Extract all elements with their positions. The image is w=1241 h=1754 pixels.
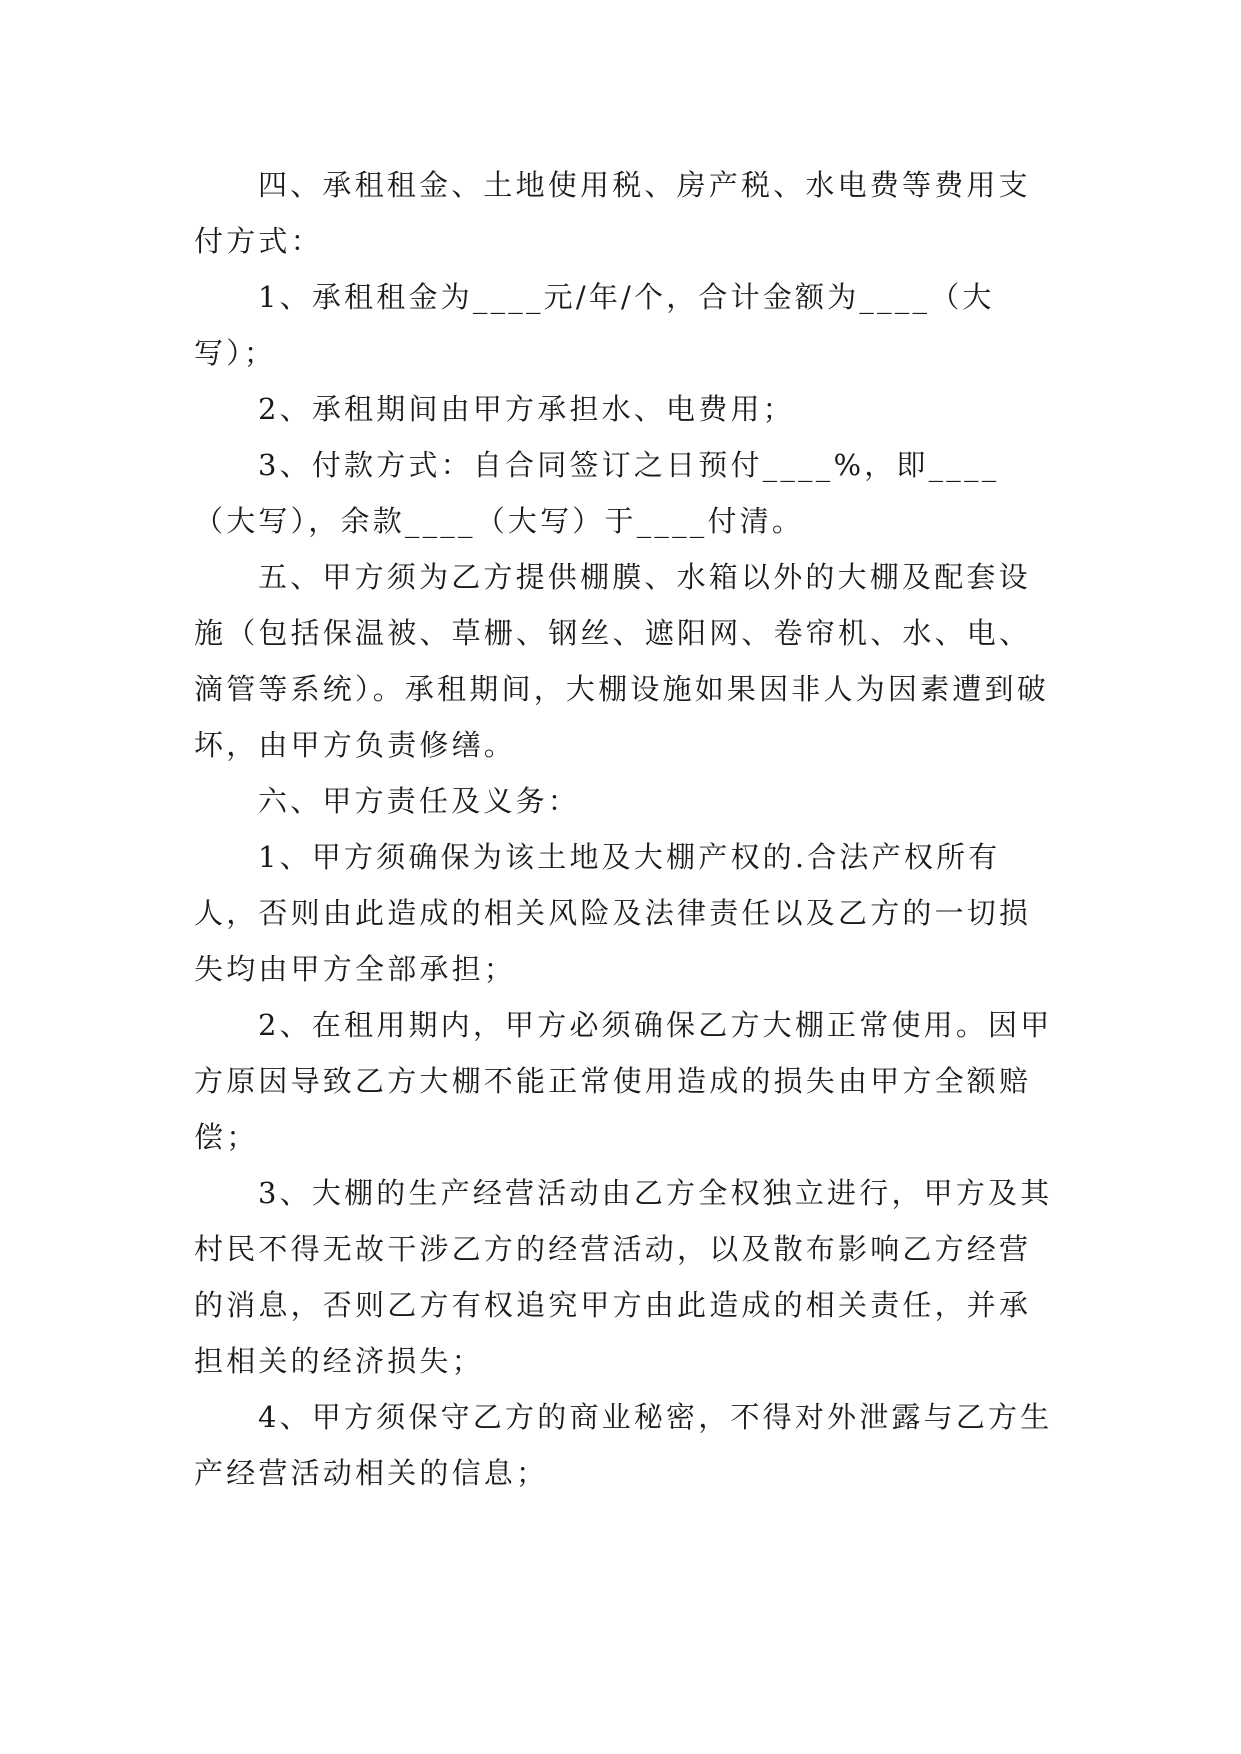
paragraph-rent-amount: 1、承租租金为____元/年/个，合计金额为____（大写）； <box>194 280 995 370</box>
paragraph-utility-fees: 2、承租期间由甲方承担水、电费用； <box>258 392 795 426</box>
paragraph-obligation-2: 2、在租用期内，甲方必须确保乙方大棚正常使用。因甲方原因导致乙方大棚不能正常使用造成的损失由甲方全额赔偿； <box>194 1008 1053 1154</box>
paragraph-section-4-heading: 四、承租租金、土地使用税、房产税、水电费等费用支付方式： <box>194 168 1031 258</box>
paragraph-obligation-4: 4、甲方须保守乙方的商业秘密，不得对外泄露与乙方生产经营活动相关的信息； <box>194 1400 1053 1490</box>
paragraph-obligation-1: 1、甲方须确保为该土地及大棚产权的.合法产权所有人，否则由此造成的相关风险及法律责任以及乙方的一切损失均由甲方全部承担； <box>194 840 1032 986</box>
document-body <box>194 157 1059 1501</box>
paragraph-section-5: 五、甲方须为乙方提供棚膜、水箱以外的大棚及配套设施（包括保温被、草栅、钢丝、遮阳网、卷帘机、水、电、滴管等系统）。承租期间，大棚设施如果因非人为因素遭到破坏，由甲方负责修缮。 <box>194 560 1049 762</box>
paragraph-section-6-heading: 六、甲方责任及义务： <box>258 784 581 818</box>
paragraph-obligation-3: 3、大棚的生产经营活动由乙方全权独立进行，甲方及其村民不得无故干涉乙方的经营活动，以及散布影响乙方经营的消息，否则乙方有权追究甲方由此造成的相关责任，并承担相关的经济损失； <box>194 1176 1053 1378</box>
paragraph-payment-method: 3、付款方式：自合同签订之日预付____%，即____（大写），余款____（大写）于____付清。 <box>194 448 1000 538</box>
